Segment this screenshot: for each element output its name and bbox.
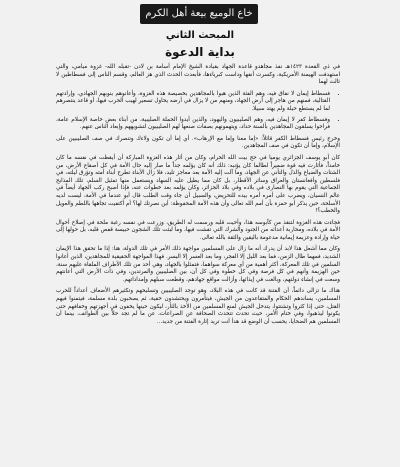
bullet-list (56, 91, 340, 132)
paragraph: وكان مما أشعل هذا لابد أن يدرك أنه ما زال على المسلمين مواجهة ذلك الأمر في تلك الدولة، هنا: إذا ما تحقق هذا الإيمان الشديد، فمهما طال الزمن، فما بعد الليل إلا الفجر، وما بعد العسر إلا اليسر. فهذا المواجهة الحقيقية للمجاهدين، الذين أعانوا السلمين في تلك المعركة، أكثر أهمية من أي معركة سواهما، فتمثلوا بالجهاد، وهي أحد من تلك الأطراف الملقاة عليهم سنة، حين الهزيمة وأنهم في كل فرصة وفي كل خطوة وفي كل آن، بين الصليبيين والمرتدين، وفي ذات الأرض التي أعانتهم وسعت في إنشاء دولتهم، وبالغت في إيذائها، وأزالت مواقع جهادهم، وقطعت سبلهم وإمداداتهم. (56, 246, 340, 283)
paragraph: فجاءت هذه الغزوة لتنقذ من كآبوسه هذا، وأحيت قلبه ورسمت له الطريق، وزرعت في نفسه رغبة ملحة في إصلاح أحوال الأمة في بلاده، ومحاربة أعدائه من الجنود والشرك التي تفشت فيها، وما لبثت تلك الشجون حبيسة قفص قلبه، بل حولها إلى حياة وإرادة وعزيمة إيمانية مدعومة باليقين والثقة بالله تعالى. (56, 219, 340, 241)
bullet-item: • وفسطاط كفر لا إيمان فيه، وهم الصليبيون واليهود، والذين أيدوا الحملة الصليبية، من أبناء بعض خاصة الإسلام عامة، فراحوا يسلقون المجاهدين بألسنة حداد، ويتهمونهم بصفات صنعها لهم الصليبيون لتشويههم وإبعاد الناس عنهم. (56, 117, 330, 132)
page-title: بداية الدعوة (165, 45, 235, 59)
series-title-banner: خاع الوميع بيعة أهل الكرم (140, 4, 258, 24)
bullet-item: • فسطاط إيمان لا نفاق فيه، وهم الفئة الذين هبوا بالمجاهدين بخصيصة هذه الغزوة، وأعانوهم بنوبهم الجهادي، وإرادتهم القتالية، فمنهم من هاجر إلى أرض الجهاد، ومنهم من لا يزال في أرضه يحاول تسعير لهيب الحرب فيها، أو قاعد ينتصرهم لما لم يستطع حيلة ولم يهتد سبيلا. (56, 91, 330, 114)
paragraph: كان أبو يوسف الجزائري يوميا في حج بيت الله الحرام، وكان من أثار هذه الغزوة المباركة أن أيقظت في نفسه ما كان خامداً، فأثارت فيه قوة ضميراً لطالما كان يؤنبه: ذلك أنه كان يؤلمه جداً ما صار إليه حال الأمة في كل أصقاع الأرض، من الشتات والضياع والذل والتأني عن الجهاد، وما آلت إليه الأمة بعد معاجز تليد، فلا زال الأبناء تطرح أبناء أمته وتؤرق ليلته، في فلسطين وأفغانستان والعراق وسائر الأقطار، بل كان مما يطيل عليه السهاد ويستعمل منها تمثيل السلم، تلك المذابح الجماعية التي يقوم بها النصارى في بلاده وفي بلاد الجزائر، وكان يؤلمه بعد خطوات عنه، فإذا أصبح ركب الجهاد أيضاً في عالم النسيان، ويضرب على أمره أمره بيده للتحريض، والسبيل أن جاء وقت الطلب قال أبو عندما في الأمة، ليست لديه الأسلحة، حين يذكر أبو حمزة بأن أمم الله تعالى وأن هذه الأمة المحفوظة: أين نصرتك لها؟ أم أكتفيت تجاهها باللطم والعويل والخطب؟! (56, 154, 340, 215)
body-text (56, 64, 340, 330)
paragraph: في ذي القعدة ١٤٢٣هـ نفذ مجاهدو قاعدة الجهاد بقيادة الشيخ الإمام أسامة بن لادن -تقبله الله- غزوة ميامي، والتي استهدفت الهيمنة الأمريكية، وكسرت أنفها وداست كبرياءها، فأبعدت الحدث الذي هز العالم، وقسم الناس إلى فسطاطين لا ثالث لهما (56, 64, 340, 86)
paragraph: وخرج رئيس فسطاط الكفر قائلاً: «إما معنا وإما مع الإرهاب». أي إما أن تكون ولاءك وتنصرك في صف الصليبيين على الإسلام، وإما أن تكون في صف المجاهدين. (56, 135, 340, 150)
paragraph: هناك ما تزالى دائماً، أن الفتنة قد كانت في هذه البلاد، وهو توجد الصليبيين وتسليحهم وتكثيرهم الأضعاف أعداداً للحرب المسلمين، يساندهم الحكام والمتقاعدون من الجيش، فيتأمرون ويحتشدون خفية، ثم يصحبون بلدة مسلمة، فيتمنوا فيهم القتل، حتى إذا كثروا وتشتتوا، يتدخل الجيش لمنع المسلمين من الأخذ بالثأر، ليكون حينها يخفون في أجهزتهم وخفافهم حتى يكونوا ليذهبوا، وفي ختام الأمر، حيث تحدث تتحدث الصحافة عن الصراعات، عن ما لم تجد حلاً بين الطوائف، بينما أن المسلمين هم الضحايا، يحسب أن الوضع قد هدأ أنت تريد إثارة الفتنة من جديد... (56, 288, 340, 325)
section-heading: المبحث الثاني (165, 30, 235, 41)
